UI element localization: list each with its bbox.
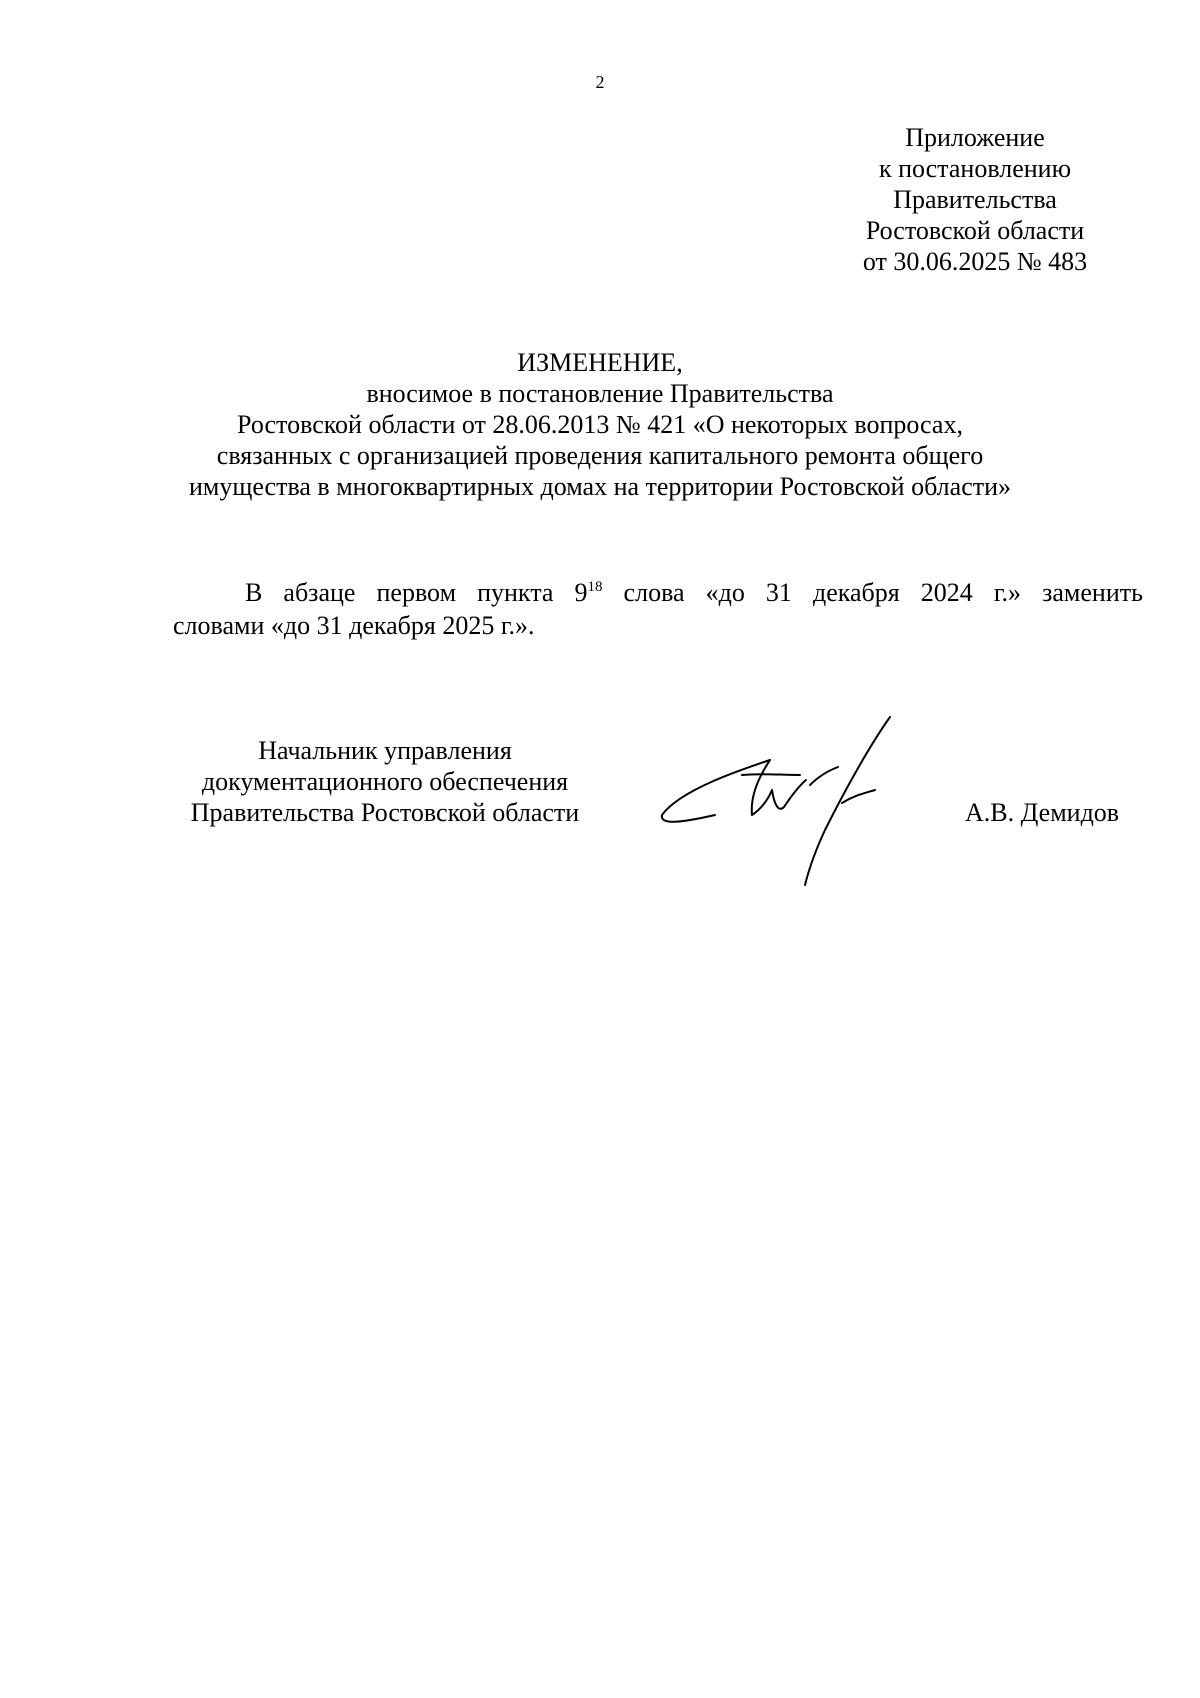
signatory-name: А.В. Демидов — [965, 798, 1120, 827]
signatory-position-line: Начальник управления — [258, 736, 512, 765]
page-number: 2 — [595, 72, 605, 92]
appendix-line: Приложение — [905, 123, 1045, 152]
body-text-part: В абзаце первом пункта 9 — [245, 578, 588, 607]
body-text-part: слова «до 31 декабря 2024 г.» заменить — [602, 578, 1143, 607]
body-paragraph — [173, 576, 1143, 642]
handwritten-signature — [660, 715, 960, 895]
signatory-position-line: Правительства Ростовской области — [190, 798, 580, 827]
appendix-header — [820, 122, 1130, 277]
signatory-position — [165, 735, 605, 828]
superscript: 18 — [587, 579, 603, 595]
appendix-line: от 30.06.2025 № 483 — [862, 247, 1088, 276]
title-line: имущества в многоквартирных домах на территории Ростовской области» — [188, 472, 1012, 501]
body-first-line — [173, 576, 1143, 609]
body-second-line: словами «до 31 декабря 2025 г.». — [173, 611, 535, 640]
title-heading: ИЗМЕНЕНИЕ, — [517, 348, 683, 377]
title-line: Ростовской области от 28.06.2013 № 421 «О некоторых вопросах, — [237, 410, 963, 439]
title-line: вносимое в постановление Правительства — [366, 379, 834, 408]
appendix-line: Ростовской области — [865, 216, 1085, 245]
appendix-line: Правительства — [893, 185, 1057, 214]
title-line: связанных с организацией проведения капитального ремонта общего — [216, 441, 984, 470]
document-title — [150, 347, 1050, 502]
appendix-line: к постановлению — [878, 154, 1072, 183]
signatory-position-line: документационного обеспечения — [201, 767, 569, 796]
